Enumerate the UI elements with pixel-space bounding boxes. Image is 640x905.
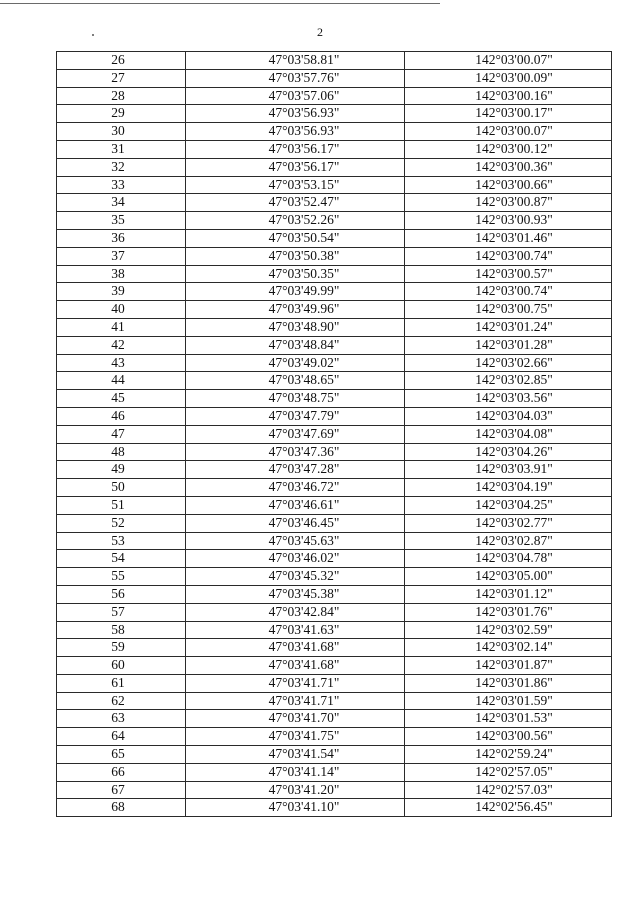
point-number-cell: 30 <box>57 123 186 141</box>
table-row <box>57 247 612 265</box>
latitude-cell: 47°03'41.68" <box>186 657 405 675</box>
table-row <box>57 746 612 764</box>
latitude-cell: 47°03'57.06" <box>186 87 405 105</box>
table-row <box>57 194 612 212</box>
longitude-cell: 142°03'00.57" <box>405 265 612 283</box>
longitude-cell: 142°03'01.28" <box>405 336 612 354</box>
point-number-cell: 48 <box>57 443 186 461</box>
longitude-cell: 142°03'00.36" <box>405 158 612 176</box>
table-row <box>57 318 612 336</box>
table-row <box>57 354 612 372</box>
point-number-cell: 32 <box>57 158 186 176</box>
point-number-cell: 50 <box>57 479 186 497</box>
latitude-cell: 47°03'45.32" <box>186 568 405 586</box>
point-number-cell: 31 <box>57 140 186 158</box>
table-row <box>57 301 612 319</box>
longitude-cell: 142°03'01.76" <box>405 603 612 621</box>
longitude-cell: 142°03'01.12" <box>405 585 612 603</box>
point-number-cell: 65 <box>57 746 186 764</box>
longitude-cell: 142°03'02.59" <box>405 621 612 639</box>
table-row <box>57 69 612 87</box>
longitude-cell: 142°03'01.46" <box>405 229 612 247</box>
table-row <box>57 105 612 123</box>
latitude-cell: 47°03'41.10" <box>186 799 405 817</box>
latitude-cell: 47°03'46.02" <box>186 550 405 568</box>
table-row <box>57 140 612 158</box>
latitude-cell: 47°03'48.90" <box>186 318 405 336</box>
latitude-cell: 47°03'48.65" <box>186 372 405 390</box>
point-number-cell: 28 <box>57 87 186 105</box>
latitude-cell: 47°03'49.02" <box>186 354 405 372</box>
point-number-cell: 63 <box>57 710 186 728</box>
latitude-cell: 47°03'56.93" <box>186 123 405 141</box>
longitude-cell: 142°03'04.08" <box>405 425 612 443</box>
table-row <box>57 479 612 497</box>
point-number-cell: 67 <box>57 781 186 799</box>
longitude-cell: 142°03'00.75" <box>405 301 612 319</box>
table-row <box>57 461 612 479</box>
table-row <box>57 781 612 799</box>
latitude-cell: 47°03'52.26" <box>186 212 405 230</box>
latitude-cell: 47°03'49.99" <box>186 283 405 301</box>
point-number-cell: 52 <box>57 514 186 532</box>
coordinates-table-body <box>57 52 612 817</box>
longitude-cell: 142°03'00.66" <box>405 176 612 194</box>
latitude-cell: 47°03'52.47" <box>186 194 405 212</box>
point-number-cell: 26 <box>57 52 186 70</box>
longitude-cell: 142°03'02.77" <box>405 514 612 532</box>
longitude-cell: 142°03'00.87" <box>405 194 612 212</box>
latitude-cell: 47°03'50.54" <box>186 229 405 247</box>
point-number-cell: 37 <box>57 247 186 265</box>
table-row <box>57 692 612 710</box>
latitude-cell: 47°03'41.71" <box>186 674 405 692</box>
point-number-cell: 54 <box>57 550 186 568</box>
table-row <box>57 176 612 194</box>
longitude-cell: 142°03'00.07" <box>405 123 612 141</box>
table-row <box>57 390 612 408</box>
longitude-cell: 142°03'02.87" <box>405 532 612 550</box>
point-number-cell: 47 <box>57 425 186 443</box>
point-number-cell: 34 <box>57 194 186 212</box>
point-number-cell: 62 <box>57 692 186 710</box>
latitude-cell: 47°03'48.75" <box>186 390 405 408</box>
latitude-cell: 47°03'41.75" <box>186 728 405 746</box>
latitude-cell: 47°03'56.93" <box>186 105 405 123</box>
latitude-cell: 47°03'45.38" <box>186 585 405 603</box>
point-number-cell: 56 <box>57 585 186 603</box>
table-row <box>57 336 612 354</box>
latitude-cell: 47°03'56.17" <box>186 140 405 158</box>
latitude-cell: 47°03'48.84" <box>186 336 405 354</box>
point-number-cell: 38 <box>57 265 186 283</box>
longitude-cell: 142°03'00.09" <box>405 69 612 87</box>
table-row <box>57 229 612 247</box>
longitude-cell: 142°03'04.03" <box>405 407 612 425</box>
latitude-cell: 47°03'47.79" <box>186 407 405 425</box>
latitude-cell: 47°03'41.54" <box>186 746 405 764</box>
latitude-cell: 47°03'41.71" <box>186 692 405 710</box>
longitude-cell: 142°02'56.45" <box>405 799 612 817</box>
latitude-cell: 47°03'53.15" <box>186 176 405 194</box>
latitude-cell: 47°03'42.84" <box>186 603 405 621</box>
latitude-cell: 47°03'50.35" <box>186 265 405 283</box>
point-number-cell: 58 <box>57 621 186 639</box>
table-row <box>57 799 612 817</box>
longitude-cell: 142°03'03.56" <box>405 390 612 408</box>
longitude-cell: 142°03'01.87" <box>405 657 612 675</box>
table-row <box>57 585 612 603</box>
longitude-cell: 142°03'01.53" <box>405 710 612 728</box>
longitude-cell: 142°03'00.93" <box>405 212 612 230</box>
latitude-cell: 47°03'56.17" <box>186 158 405 176</box>
point-number-cell: 45 <box>57 390 186 408</box>
longitude-cell: 142°03'00.07" <box>405 52 612 70</box>
point-number-cell: 53 <box>57 532 186 550</box>
latitude-cell: 47°03'47.69" <box>186 425 405 443</box>
point-number-cell: 51 <box>57 496 186 514</box>
point-number-cell: 57 <box>57 603 186 621</box>
table-row <box>57 603 612 621</box>
point-number-cell: 68 <box>57 799 186 817</box>
table-row <box>57 212 612 230</box>
table-row <box>57 265 612 283</box>
point-number-cell: 29 <box>57 105 186 123</box>
latitude-cell: 47°03'45.63" <box>186 532 405 550</box>
point-number-cell: 64 <box>57 728 186 746</box>
longitude-cell: 142°03'01.24" <box>405 318 612 336</box>
latitude-cell: 47°03'46.72" <box>186 479 405 497</box>
latitude-cell: 47°03'47.28" <box>186 461 405 479</box>
table-row <box>57 674 612 692</box>
table-row <box>57 763 612 781</box>
point-number-cell: 41 <box>57 318 186 336</box>
longitude-cell: 142°03'00.74" <box>405 283 612 301</box>
table-row <box>57 407 612 425</box>
table-row <box>57 657 612 675</box>
longitude-cell: 142°03'01.86" <box>405 674 612 692</box>
longitude-cell: 142°03'00.74" <box>405 247 612 265</box>
point-number-cell: 43 <box>57 354 186 372</box>
table-row <box>57 639 612 657</box>
longitude-cell: 142°03'04.19" <box>405 479 612 497</box>
longitude-cell: 142°02'59.24" <box>405 746 612 764</box>
coordinates-table <box>56 51 612 817</box>
page-number: 2 <box>317 25 323 39</box>
table-row <box>57 621 612 639</box>
table-row <box>57 372 612 390</box>
longitude-cell: 142°02'57.03" <box>405 781 612 799</box>
longitude-cell: 142°03'02.66" <box>405 354 612 372</box>
longitude-cell: 142°03'00.16" <box>405 87 612 105</box>
latitude-cell: 47°03'41.20" <box>186 781 405 799</box>
table-row <box>57 283 612 301</box>
longitude-cell: 142°03'04.26" <box>405 443 612 461</box>
table-row <box>57 496 612 514</box>
latitude-cell: 47°03'58.81" <box>186 52 405 70</box>
point-number-cell: 49 <box>57 461 186 479</box>
longitude-cell: 142°03'00.12" <box>405 140 612 158</box>
table-row <box>57 568 612 586</box>
latitude-cell: 47°03'41.68" <box>186 639 405 657</box>
longitude-cell: 142°03'02.85" <box>405 372 612 390</box>
table-row <box>57 532 612 550</box>
point-number-cell: 44 <box>57 372 186 390</box>
point-number-cell: 33 <box>57 176 186 194</box>
point-number-cell: 46 <box>57 407 186 425</box>
latitude-cell: 47°03'57.76" <box>186 69 405 87</box>
latitude-cell: 47°03'41.14" <box>186 763 405 781</box>
longitude-cell: 142°02'57.05" <box>405 763 612 781</box>
table-row <box>57 514 612 532</box>
table-row <box>57 443 612 461</box>
point-number-cell: 60 <box>57 657 186 675</box>
point-number-cell: 42 <box>57 336 186 354</box>
longitude-cell: 142°03'04.25" <box>405 496 612 514</box>
table-row <box>57 728 612 746</box>
latitude-cell: 47°03'50.38" <box>186 247 405 265</box>
margin-dot <box>92 34 94 36</box>
table-row <box>57 158 612 176</box>
longitude-cell: 142°03'00.17" <box>405 105 612 123</box>
longitude-cell: 142°03'01.59" <box>405 692 612 710</box>
top-rule <box>0 3 440 4</box>
point-number-cell: 36 <box>57 229 186 247</box>
table-row <box>57 123 612 141</box>
point-number-cell: 59 <box>57 639 186 657</box>
point-number-cell: 66 <box>57 763 186 781</box>
point-number-cell: 35 <box>57 212 186 230</box>
table-row <box>57 87 612 105</box>
latitude-cell: 47°03'47.36" <box>186 443 405 461</box>
longitude-cell: 142°03'03.91" <box>405 461 612 479</box>
latitude-cell: 47°03'41.70" <box>186 710 405 728</box>
latitude-cell: 47°03'46.45" <box>186 514 405 532</box>
longitude-cell: 142°03'00.56" <box>405 728 612 746</box>
point-number-cell: 39 <box>57 283 186 301</box>
point-number-cell: 40 <box>57 301 186 319</box>
latitude-cell: 47°03'46.61" <box>186 496 405 514</box>
table-row <box>57 52 612 70</box>
longitude-cell: 142°03'02.14" <box>405 639 612 657</box>
table-row <box>57 425 612 443</box>
longitude-cell: 142°03'05.00" <box>405 568 612 586</box>
latitude-cell: 47°03'49.96" <box>186 301 405 319</box>
table-row <box>57 710 612 728</box>
latitude-cell: 47°03'41.63" <box>186 621 405 639</box>
longitude-cell: 142°03'04.78" <box>405 550 612 568</box>
point-number-cell: 55 <box>57 568 186 586</box>
table-row <box>57 550 612 568</box>
point-number-cell: 61 <box>57 674 186 692</box>
point-number-cell: 27 <box>57 69 186 87</box>
